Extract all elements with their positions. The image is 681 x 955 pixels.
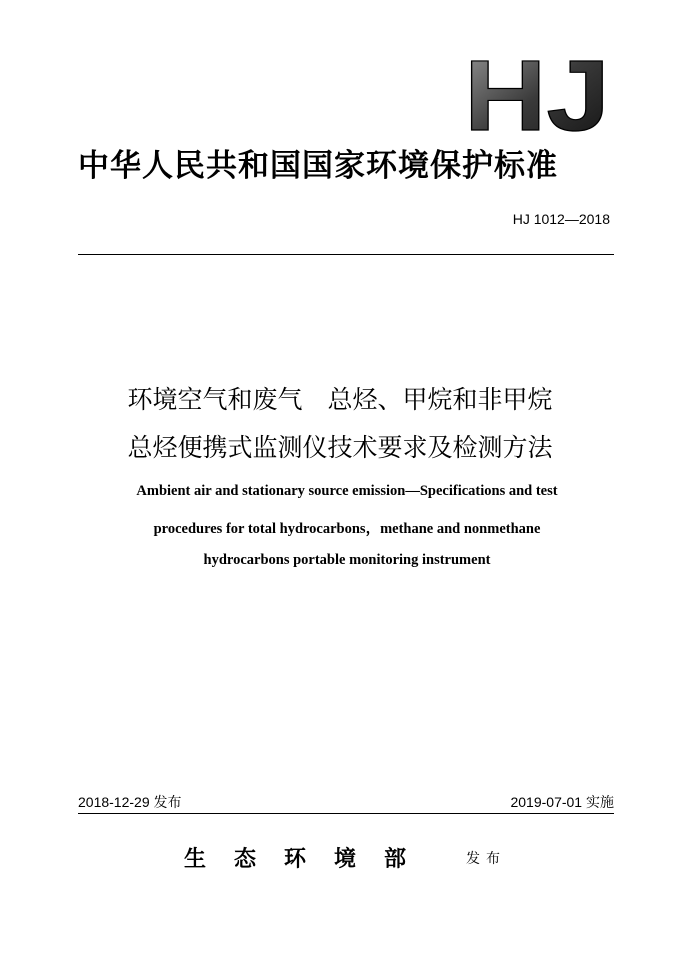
- english-title-line-3: hydrocarbons portable monitoring instrument: [203, 552, 491, 568]
- hj-logo-text: HJ: [464, 52, 610, 134]
- implementation-date: 2019-07-01 实施: [510, 794, 614, 810]
- bottom-divider: [78, 813, 614, 814]
- chinese-title-line-2: 总烃便携式监测仪技术要求及检测方法: [127, 433, 553, 462]
- standard-number: HJ 1012—2018: [512, 211, 610, 227]
- english-title-line-1: Ambient air and stationary source emission—Specifications and test: [136, 483, 558, 499]
- issue-date: 2018-12-29 发布: [78, 794, 182, 810]
- issuer-name: 生态环境部: [184, 846, 435, 872]
- standard-category-title: 中华人民共和国国家环境保护标准: [78, 148, 558, 184]
- top-divider: [78, 254, 614, 255]
- issuer-suffix: 发布: [466, 851, 506, 867]
- chinese-title-line-1: 环境空气和废气 总烃、甲烷和非甲烷: [127, 385, 553, 414]
- hj-logo: [462, 52, 612, 134]
- english-title-line-2: procedures for total hydrocarbons，methane and nonmethane: [153, 521, 541, 537]
